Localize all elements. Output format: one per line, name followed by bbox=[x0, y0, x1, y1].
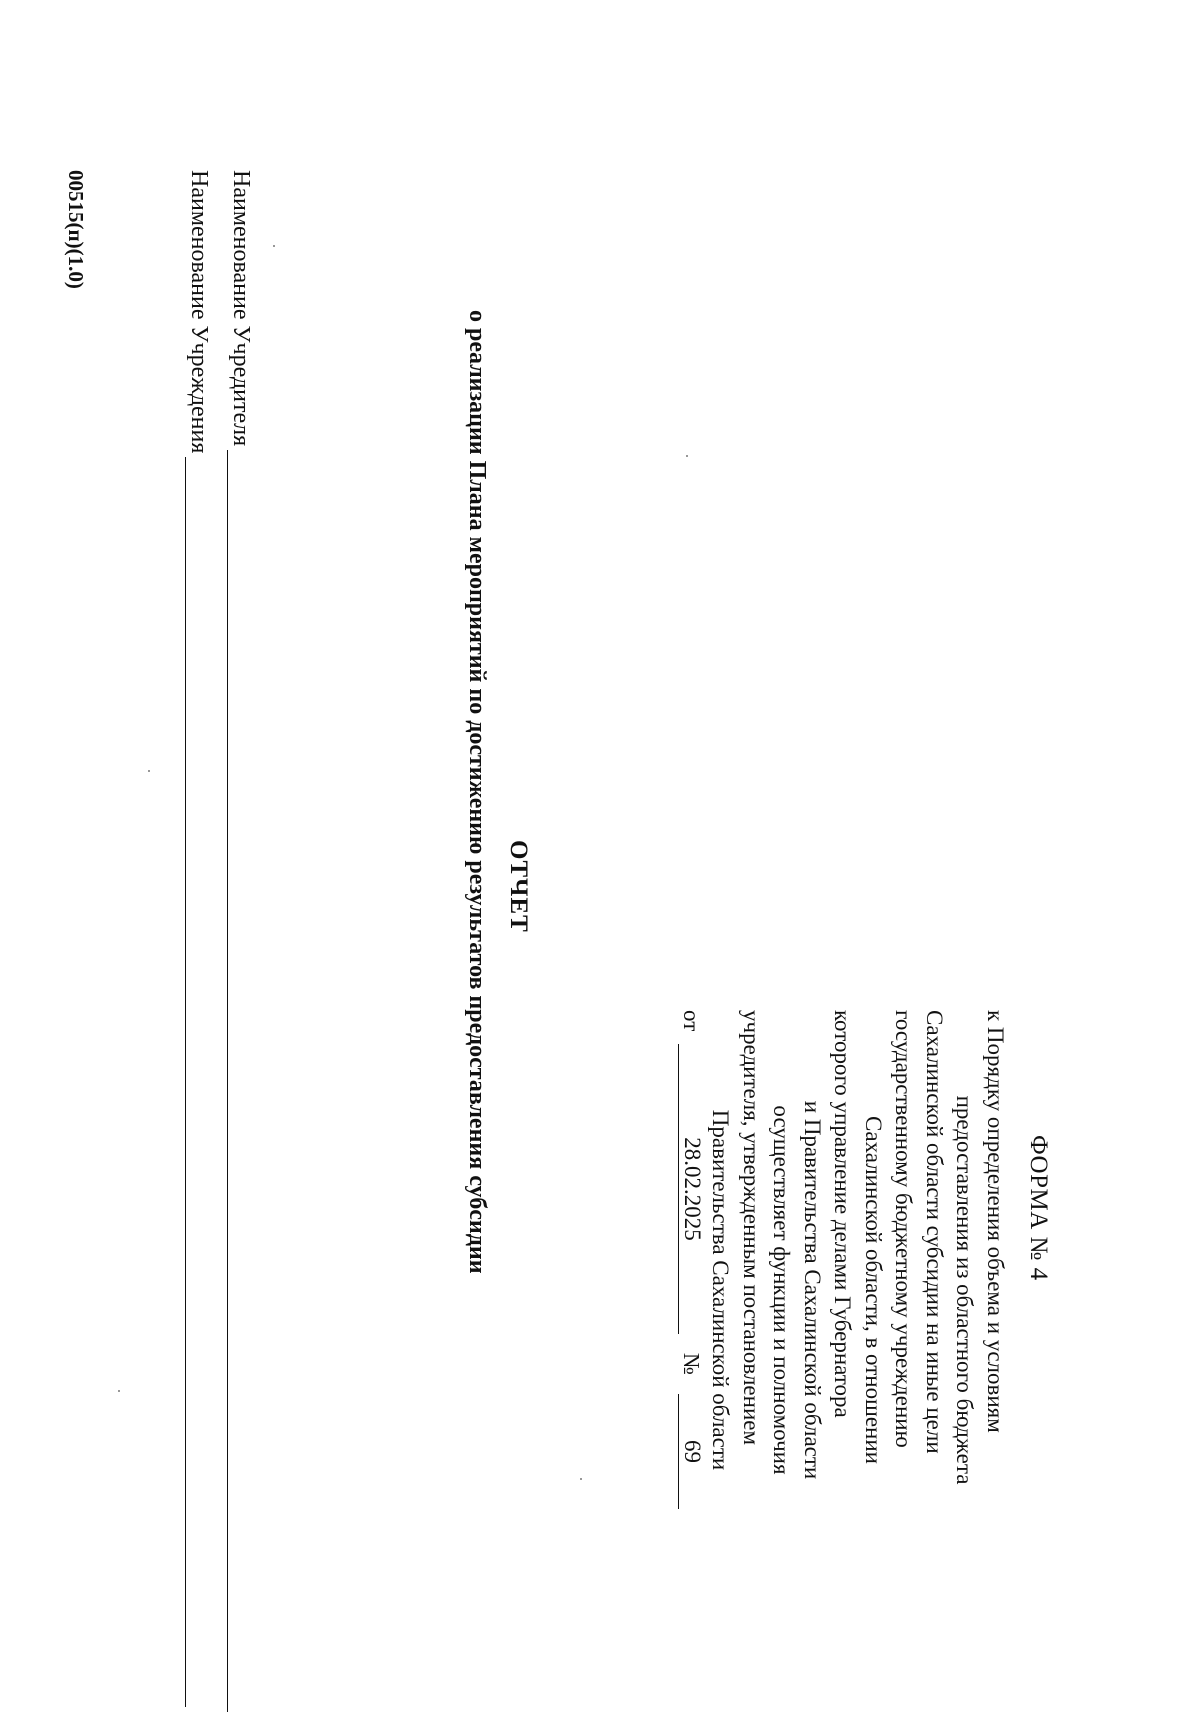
report-subtitle: о реализации Плана мероприятий по достижению результатов предоставления субсидии bbox=[464, 310, 490, 1274]
number-prefix: № bbox=[679, 1353, 704, 1375]
attachment-block bbox=[705, 1010, 1010, 1570]
resolution-date-row bbox=[678, 1010, 705, 1570]
scan-speck bbox=[273, 245, 275, 247]
attachment-line: государственному бюджетному учреждению bbox=[891, 1010, 917, 1448]
attachment-line: и Правительства Сахалинской области bbox=[800, 1100, 825, 1480]
attachment-line: Сахалинской области, в отношении bbox=[861, 1116, 886, 1464]
institution-name-label: Наименование Учреждения bbox=[186, 170, 212, 454]
document-code: 00515(п)(1.0) bbox=[64, 170, 88, 289]
resolution-date: 28.02.2025 bbox=[678, 1044, 705, 1334]
founder-name-label: Наименование Учредителя bbox=[228, 170, 254, 447]
attachment-line: Правительства Сахалинской области bbox=[708, 1109, 734, 1471]
scan-speck bbox=[148, 770, 150, 772]
report-title: ОТЧЕТ bbox=[505, 840, 532, 933]
attachment-line: осуществляет функции и полномочия bbox=[769, 1105, 795, 1475]
scan-speck bbox=[118, 1390, 120, 1392]
founder-name-field bbox=[227, 170, 254, 1712]
date-prefix: от bbox=[679, 1010, 704, 1032]
resolution-number: 69 bbox=[678, 1394, 705, 1509]
institution-name-field bbox=[185, 170, 212, 1707]
founder-name-blank-line bbox=[227, 450, 250, 1712]
scan-speck bbox=[580, 1478, 582, 1480]
scan-speck bbox=[686, 455, 688, 457]
attachment-line: Сахалинской области субсидии на иные цели bbox=[922, 1010, 947, 1454]
attachment-line: которого управление делами Губернатора bbox=[830, 1010, 856, 1418]
institution-name-blank-line bbox=[185, 457, 208, 1707]
form-number-label: ФОРМА № 4 bbox=[1025, 1135, 1052, 1281]
attachment-line: предоставления из областного бюджета bbox=[952, 1095, 978, 1485]
attachment-line: учредителя, утвержденным постановлением bbox=[739, 1010, 764, 1446]
attachment-line: к Порядку определения объема и условиям bbox=[983, 1010, 1008, 1433]
